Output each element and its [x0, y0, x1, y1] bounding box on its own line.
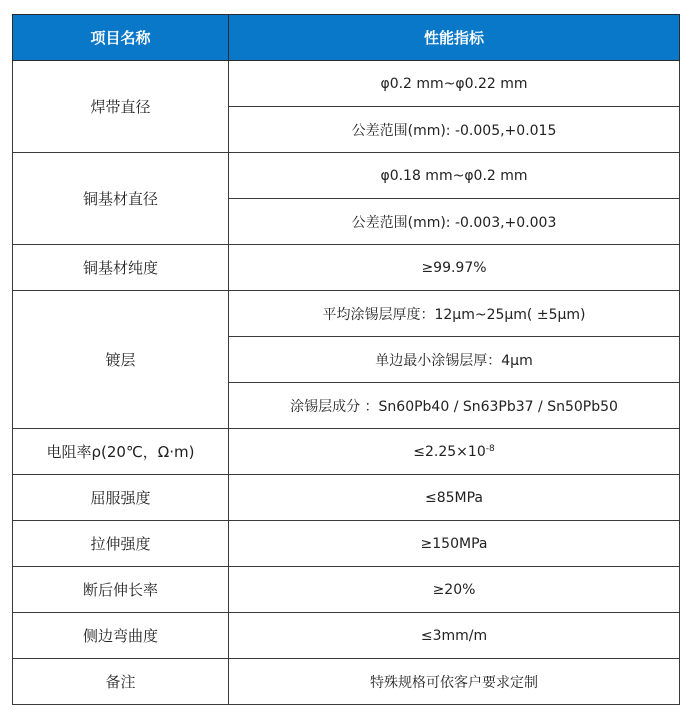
row-name-copper-purity: 铜基材纯度	[13, 245, 229, 291]
row-value: φ0.2 mm~φ0.22 mm	[229, 61, 680, 107]
row-value: 单边最小涂锡层厚：4μm	[229, 337, 680, 383]
table-row	[13, 521, 680, 567]
header-item-name: 项目名称	[13, 15, 229, 61]
row-name-camber: 侧边弯曲度	[13, 613, 229, 659]
row-value: 特殊规格可依客户要求定制	[229, 659, 680, 705]
row-name-yield-strength: 屈服强度	[13, 475, 229, 521]
row-value: ≤85MPa	[229, 475, 680, 521]
table-row	[13, 475, 680, 521]
row-value: ≥150MPa	[229, 521, 680, 567]
row-name-tensile-strength: 拉伸强度	[13, 521, 229, 567]
row-value: 公差范围(mm): -0.005,+0.015	[229, 107, 680, 153]
row-value: 涂锡层成分 ：Sn60Pb40 / Sn63Pb37 / Sn50Pb50	[229, 383, 680, 429]
row-name-resistivity: 电阻率ρ(20℃，Ω·m)	[13, 429, 229, 475]
row-name-ribbon-diameter: 焊带直径	[13, 61, 229, 153]
row-value: ≥99.97%	[229, 245, 680, 291]
row-name-copper-diameter: 铜基材直径	[13, 153, 229, 245]
resistivity-base: ≤2.25×10	[413, 443, 486, 460]
table-row	[13, 429, 680, 475]
header-row	[13, 15, 680, 61]
table-row	[13, 291, 680, 337]
table-row	[13, 153, 680, 199]
row-value: φ0.18 mm~φ0.2 mm	[229, 153, 680, 199]
table-row	[13, 613, 680, 659]
spec-table	[12, 14, 680, 705]
row-value: 公差范围(mm): -0.003,+0.003	[229, 199, 680, 245]
row-value: ≤3mm/m	[229, 613, 680, 659]
table-row	[13, 61, 680, 107]
row-name-elongation: 断后伸长率	[13, 567, 229, 613]
resistivity-exponent: -8	[485, 443, 495, 454]
row-value: 平均涂锡层厚度：12μm~25μm( ±5μm)	[229, 291, 680, 337]
table-row	[13, 659, 680, 705]
row-name-coating: 镀层	[13, 291, 229, 429]
row-name-remarks: 备注	[13, 659, 229, 705]
table-row	[13, 245, 680, 291]
table-row	[13, 567, 680, 613]
row-value: ≥20%	[229, 567, 680, 613]
header-performance-spec: 性能指标	[229, 15, 680, 61]
row-value-resistivity	[229, 429, 680, 475]
